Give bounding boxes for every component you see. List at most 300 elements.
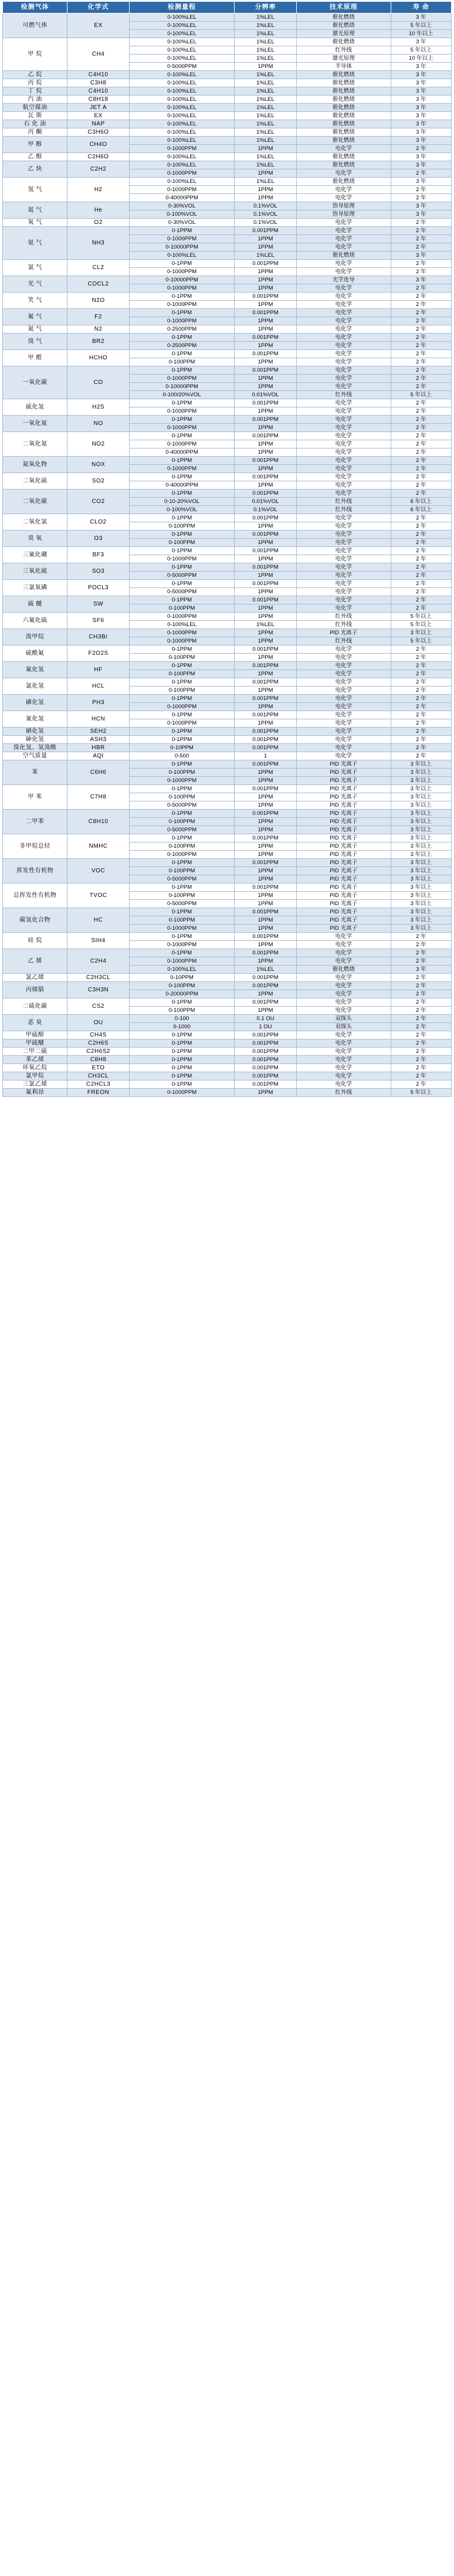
cell-life: 2 年 (391, 194, 451, 202)
cell-formula: H2S (67, 399, 130, 416)
cell-gas-name: 三氧化硫 (3, 563, 67, 580)
table-row (3, 596, 452, 604)
cell-life: 3 年 (391, 104, 451, 112)
cell-formula: EX (67, 112, 130, 120)
cell-resolution: 0.001PPM (235, 547, 297, 555)
cell-resolution: 1PPM (235, 777, 297, 785)
table-row (3, 834, 452, 842)
cell-life: 3 年以上 (391, 777, 451, 785)
cell-resolution: 1%LEL (235, 30, 297, 38)
cell-life: 3 年以上 (391, 859, 451, 867)
cell-life: 2 年 (391, 309, 451, 317)
cell-range: 0-100PPM (129, 654, 234, 662)
cell-resolution: 1PPM (235, 383, 297, 391)
cell-range: 0-1PPM (129, 334, 234, 342)
cell-gas-name: 二氧化硫 (3, 473, 67, 490)
cell-range: 0-100%LEL (129, 104, 234, 112)
cell-range: 0-1PPM (129, 1031, 234, 1039)
cell-resolution: 0.001PPM (235, 531, 297, 539)
cell-technology: 催化燃烧 (296, 178, 391, 186)
cell-range: 0-100%LEL (129, 38, 234, 46)
cell-life: 2 年 (391, 547, 451, 555)
cell-resolution: 1PPM (235, 990, 297, 998)
cell-resolution: 0.1 OU (235, 1015, 297, 1023)
cell-resolution: 0.001PPM (235, 334, 297, 342)
cell-life: 2 年 (391, 465, 451, 473)
cell-formula: CH3Br (67, 629, 130, 645)
cell-life: 3 年以上 (391, 916, 451, 925)
cell-resolution: 1PPM (235, 522, 297, 531)
cell-life: 3 年以上 (391, 900, 451, 908)
cell-life: 2 年 (391, 522, 451, 531)
cell-life: 5 年以上 (391, 613, 451, 621)
cell-resolution: 0.001PPM (235, 949, 297, 957)
cell-range: 0-100%LEL (129, 153, 234, 161)
cell-resolution: 1%LEL (235, 13, 297, 22)
cell-range: 0-100PPM (129, 1007, 234, 1015)
cell-technology: 电化学 (296, 949, 391, 957)
cell-technology: 电化学 (296, 186, 391, 194)
table-row (3, 457, 452, 465)
cell-life: 3 年以上 (391, 875, 451, 883)
cell-technology: 电化学 (296, 604, 391, 613)
cell-range: 0-1PPM (129, 1072, 234, 1080)
cell-resolution: 0.001PPM (235, 473, 297, 481)
table-row (3, 104, 452, 112)
cell-range: 0-1000PPM (129, 777, 234, 785)
cell-life: 2 年 (391, 1072, 451, 1080)
cell-range: 0-1PPM (129, 883, 234, 892)
cell-gas-name: 挥发性有机物 (3, 859, 67, 883)
table-body (3, 13, 452, 1097)
cell-range: 0-1PPM (129, 580, 234, 588)
cell-technology: 电化学 (296, 481, 391, 490)
cell-technology: 电化学 (296, 325, 391, 334)
cell-gas-name: 笑 气 (3, 293, 67, 309)
cell-technology: 电化学 (296, 687, 391, 695)
cell-gas-name: 氯乙烯 (3, 974, 67, 982)
cell-resolution: 1PPM (235, 539, 297, 547)
cell-range: 0-1PPM (129, 1039, 234, 1048)
cell-technology: 催化燃烧 (296, 966, 391, 974)
cell-gas-name: 三氯乙烯 (3, 1080, 67, 1089)
cell-life: 2 年 (391, 169, 451, 178)
cell-technology: 电化学 (296, 555, 391, 563)
cell-formula: HCHO (67, 350, 130, 366)
cell-life: 3 年以上 (391, 793, 451, 801)
cell-technology: 双探头 (296, 1023, 391, 1031)
cell-range: 0-1PPM (129, 547, 234, 555)
cell-life: 3 年以上 (391, 925, 451, 933)
cell-gas-name: 甲硫醇 (3, 1031, 67, 1039)
cell-technology: 电化学 (296, 957, 391, 966)
cell-life: 3 年以上 (391, 892, 451, 900)
cell-resolution: 1PPM (235, 588, 297, 596)
cell-life: 2 年 (391, 654, 451, 662)
table-row (3, 38, 452, 46)
cell-technology: 电化学 (296, 719, 391, 728)
cell-technology: PID 光离子 (296, 629, 391, 637)
cell-resolution: 1PPM (235, 572, 297, 580)
cell-life: 3 年以上 (391, 834, 451, 842)
cell-gas-name: 恶 臭 (3, 1015, 67, 1031)
cell-gas-name: 砷化氢 (3, 736, 67, 744)
cell-technology: 电化学 (296, 736, 391, 744)
cell-gas-name: 丁 烷 (3, 87, 67, 96)
cell-resolution: 1%LEL (235, 153, 297, 161)
cell-range: 0-1PPM (129, 949, 234, 957)
cell-range: 0-500 (129, 752, 234, 760)
table-row (3, 79, 452, 87)
cell-technology: 电化学 (296, 547, 391, 555)
table-row (3, 416, 452, 424)
cell-range: 0-100PPM (129, 769, 234, 777)
cell-life: 3 年 (391, 966, 451, 974)
cell-life: 2 年 (391, 416, 451, 424)
cell-formula: AQI (67, 752, 130, 760)
cell-range: 0-1000PPM (129, 440, 234, 448)
cell-formula: HBR (67, 744, 130, 752)
table-row (3, 563, 452, 572)
cell-gas-name: 甲 烷 (3, 38, 67, 71)
cell-range: 0-1PPM (129, 350, 234, 358)
cell-resolution: 0.001PPM (235, 785, 297, 793)
cell-life: 2 年 (391, 670, 451, 678)
cell-range: 0-100%LEL (129, 112, 234, 120)
cell-range: 0-100%LEL (129, 13, 234, 22)
cell-resolution: 0.001PPM (235, 1031, 297, 1039)
cell-life: 2 年 (391, 736, 451, 744)
cell-life: 2 年 (391, 596, 451, 604)
cell-range: 0-1PPM (129, 309, 234, 317)
cell-range: 0-100%LEL (129, 252, 234, 260)
cell-technology: 电化学 (296, 268, 391, 276)
cell-life: 6 年以上 (391, 498, 451, 506)
cell-life: 3 年以上 (391, 842, 451, 851)
cell-resolution: 0.001PPM (235, 908, 297, 916)
cell-resolution: 1%LEL (235, 112, 297, 120)
cell-technology: 红外线 (296, 506, 391, 514)
cell-formula: C7H8 (67, 785, 130, 810)
cell-range: 0-100%LEL (129, 79, 234, 87)
table-row (3, 399, 452, 407)
cell-resolution: 1PPM (235, 1089, 297, 1097)
cell-range: 0-1PPM (129, 473, 234, 481)
cell-range: 0-1PPM (129, 728, 234, 736)
cell-resolution: 0.001PPM (235, 1064, 297, 1072)
cell-range: 0-5000PPM (129, 826, 234, 834)
cell-technology: PID 光离子 (296, 892, 391, 900)
cell-gas-name: 溴 气 (3, 334, 67, 350)
cell-life: 3 年以上 (391, 801, 451, 810)
cell-life: 3 年 (391, 79, 451, 87)
cell-technology: 催化燃烧 (296, 87, 391, 96)
cell-range: 0-1000PPM (129, 851, 234, 859)
cell-resolution: 0.001PPM (235, 416, 297, 424)
cell-formula: C8H10 (67, 810, 130, 834)
cell-range: 0-1PPM (129, 1080, 234, 1089)
cell-technology: 电化学 (296, 678, 391, 687)
cell-resolution: 0.01%VOL (235, 498, 297, 506)
cell-technology: 电化学 (296, 432, 391, 440)
cell-range: 0-100%LEL (129, 161, 234, 169)
cell-technology: 电化学 (296, 350, 391, 358)
cell-technology: PID 光离子 (296, 859, 391, 867)
cell-technology: 电化学 (296, 752, 391, 760)
cell-resolution: 0.001PPM (235, 350, 297, 358)
cell-resolution: 1%LEL (235, 252, 297, 260)
cell-formula: FREON (67, 1089, 130, 1097)
cell-resolution: 0.001PPM (235, 834, 297, 842)
cell-technology: 电化学 (296, 941, 391, 949)
cell-gas-name: 碳氢化合物 (3, 908, 67, 933)
cell-technology: PID 光离子 (296, 851, 391, 859)
cell-life: 3 年以上 (391, 769, 451, 777)
cell-formula: F2O2S (67, 645, 130, 662)
cell-resolution: 1PPM (235, 317, 297, 325)
cell-range: 0-10000PPM (129, 276, 234, 284)
cell-resolution: 0.001PPM (235, 662, 297, 670)
cell-life: 2 年 (391, 990, 451, 998)
cell-resolution: 1PPM (235, 301, 297, 309)
cell-technology: 电化学 (296, 301, 391, 309)
cell-gas-name: 氟利昂 (3, 1089, 67, 1097)
table-row (3, 933, 452, 941)
cell-formula: SO3 (67, 563, 130, 580)
cell-resolution: 1%LEL (235, 38, 297, 46)
cell-formula: CO (67, 366, 130, 399)
cell-gas-name: 丙烯腈 (3, 982, 67, 998)
table-row (3, 293, 452, 301)
cell-resolution: 1PPM (235, 243, 297, 252)
cell-life: 10 年以上 (391, 30, 451, 38)
cell-technology: 电化学 (296, 309, 391, 317)
cell-range: 0-1PPM (129, 399, 234, 407)
cell-range: 0-1PPM (129, 645, 234, 654)
cell-formula: JET A (67, 104, 130, 112)
cell-range: 0-1PPM (129, 1056, 234, 1064)
cell-resolution: 1PPM (235, 194, 297, 202)
cell-range: 0-10PPM (129, 744, 234, 752)
cell-range: 0-10000PPM (129, 383, 234, 391)
cell-technology: PID 光离子 (296, 777, 391, 785)
cell-life: 3 年以上 (391, 818, 451, 826)
cell-formula: NO2 (67, 432, 130, 457)
cell-resolution: 1PPM (235, 465, 297, 473)
cell-gas-name: 六氟化硫 (3, 613, 67, 629)
cell-technology: 电化学 (296, 539, 391, 547)
cell-life: 6 年以上 (391, 506, 451, 514)
cell-resolution: 0.001PPM (235, 728, 297, 736)
cell-range: 0-1PPM (129, 531, 234, 539)
cell-resolution: 0.001PPM (235, 580, 297, 588)
cell-life: 2 年 (391, 145, 451, 153)
cell-formula: NH3 (67, 227, 130, 260)
cell-gas-name: 氮 气 (3, 325, 67, 334)
cell-resolution: 1PPM (235, 424, 297, 432)
cell-resolution: 1%LEL (235, 104, 297, 112)
cell-formula: SEH2 (67, 728, 130, 736)
cell-technology: 电化学 (296, 572, 391, 580)
cell-formula: C6H6 (67, 760, 130, 785)
cell-technology: 电化学 (296, 490, 391, 498)
cell-resolution: 1PPM (235, 325, 297, 334)
cell-life: 2 年 (391, 974, 451, 982)
cell-range: 0-1000PPM (129, 407, 234, 416)
cell-technology: PID 光离子 (296, 769, 391, 777)
cell-resolution: 0.001PPM (235, 293, 297, 301)
cell-resolution: 1PPM (235, 703, 297, 711)
table-row (3, 227, 452, 235)
cell-gas-name: 丙 酮 (3, 128, 67, 137)
cell-life: 2 年 (391, 317, 451, 325)
cell-gas-name: 乙 烷 (3, 71, 67, 79)
cell-resolution: 1PPM (235, 145, 297, 153)
table-row (3, 202, 452, 210)
cell-technology: PID 光离子 (296, 908, 391, 916)
cell-life: 2 年 (391, 342, 451, 350)
cell-resolution: 1%LEL (235, 46, 297, 55)
cell-technology: 红外线 (296, 1089, 391, 1097)
cell-resolution: 1PPM (235, 169, 297, 178)
cell-resolution: 1PPM (235, 555, 297, 563)
table-row (3, 96, 452, 104)
table-row (3, 473, 452, 481)
cell-formula: VOC (67, 859, 130, 883)
cell-technology: PID 光离子 (296, 760, 391, 769)
table-row (3, 309, 452, 317)
cell-formula: HCL (67, 678, 130, 695)
cell-resolution: 1%LEL (235, 79, 297, 87)
table-row (3, 137, 452, 145)
cell-formula: C2HCL3 (67, 1080, 130, 1089)
cell-life: 2 年 (391, 358, 451, 366)
cell-resolution: 1%LEL (235, 966, 297, 974)
cell-resolution: 1PPM (235, 925, 297, 933)
header-formula: 化学式 (67, 2, 130, 13)
cell-technology: 电化学 (296, 145, 391, 153)
table-row (3, 490, 452, 498)
cell-gas-name: 硫酰氟 (3, 645, 67, 662)
cell-technology: 电化学 (296, 194, 391, 202)
table-row (3, 276, 452, 284)
cell-resolution: 1PPM (235, 875, 297, 883)
cell-formula: SO2 (67, 473, 130, 490)
cell-formula: TVOC (67, 883, 130, 908)
cell-gas-name: 总挥发性有机物 (3, 883, 67, 908)
cell-formula: He (67, 202, 130, 219)
cell-life: 3 年 (391, 38, 451, 46)
cell-technology: 催化燃烧 (296, 96, 391, 104)
cell-technology: 催化燃烧 (296, 153, 391, 161)
cell-range: 0-1PPM (129, 457, 234, 465)
cell-gas-name: 一氧化碳 (3, 366, 67, 399)
cell-technology: 催化燃烧 (296, 22, 391, 30)
cell-technology: 电化学 (296, 317, 391, 325)
cell-technology: 电化学 (296, 375, 391, 383)
cell-technology: 激光原理 (296, 30, 391, 38)
table-row (3, 1080, 452, 1089)
cell-gas-name: 硒化氢 (3, 728, 67, 736)
cell-resolution: 1PPM (235, 235, 297, 243)
cell-range: 0-1PPM (129, 366, 234, 375)
cell-range: 0-1000PPM (129, 1089, 234, 1097)
cell-technology: 电化学 (296, 293, 391, 301)
cell-resolution: 1%LEL (235, 55, 297, 63)
cell-technology: 电化学 (296, 670, 391, 678)
cell-gas-name: 磷化氢 (3, 695, 67, 711)
table-row (3, 974, 452, 982)
cell-resolution: 1PPM (235, 440, 297, 448)
cell-resolution: 0.001PPM (235, 933, 297, 941)
header-gas: 检测气体 (3, 2, 67, 13)
table-row (3, 1039, 452, 1048)
cell-range: 0-100%LEL (129, 46, 234, 55)
cell-life: 2 年 (391, 1080, 451, 1089)
cell-life: 3 年以上 (391, 629, 451, 637)
cell-life: 2 年 (391, 399, 451, 407)
cell-resolution: 1PPM (235, 613, 297, 621)
cell-resolution: 0.001PPM (235, 260, 297, 268)
table-row (3, 178, 452, 186)
cell-formula: N2 (67, 325, 130, 334)
gas-sensor-spec-sheet (0, 1, 454, 1097)
cell-life: 2 年 (391, 982, 451, 990)
cell-technology: 热导原理 (296, 202, 391, 210)
cell-gas-name: 硫 醚 (3, 596, 67, 613)
cell-life: 2 年 (391, 645, 451, 654)
cell-life: 2 年 (391, 301, 451, 309)
cell-life: 2 年 (391, 448, 451, 457)
cell-technology: 电化学 (296, 448, 391, 457)
cell-range: 0-1000PPM (129, 375, 234, 383)
cell-range: 0-1000PPM (129, 925, 234, 933)
cell-technology: 电化学 (296, 522, 391, 531)
cell-gas-name: 甲 醛 (3, 350, 67, 366)
cell-life: 3 年 (391, 252, 451, 260)
cell-technology: 电化学 (296, 1039, 391, 1048)
cell-resolution: 0.001PPM (235, 982, 297, 990)
cell-range: 0-5000PPM (129, 572, 234, 580)
cell-technology: 激光原理 (296, 55, 391, 63)
cell-technology: 催化燃烧 (296, 252, 391, 260)
cell-resolution: 1PPM (235, 407, 297, 416)
cell-formula: CS2 (67, 998, 130, 1015)
cell-resolution: 1%LEL (235, 137, 297, 145)
cell-life: 3 年 (391, 112, 451, 120)
cell-range: 0-100PPM (129, 358, 234, 366)
cell-technology: 催化燃烧 (296, 38, 391, 46)
cell-gas-name: 乙 烯 (3, 949, 67, 974)
cell-resolution: 1PPM (235, 342, 297, 350)
cell-range: 0-1PPM (129, 432, 234, 440)
cell-technology: 电化学 (296, 744, 391, 752)
cell-technology: 电化学 (296, 1007, 391, 1015)
cell-resolution: 1%LEL (235, 178, 297, 186)
cell-range: 0-100%LEL (129, 137, 234, 145)
cell-resolution: 0.001PPM (235, 711, 297, 719)
cell-technology: 光学连导 (296, 276, 391, 284)
cell-range: 0-1PPM (129, 514, 234, 522)
cell-gas-name: 氯 气 (3, 260, 67, 276)
cell-life: 2 年 (391, 260, 451, 268)
cell-resolution: 0.001PPM (235, 227, 297, 235)
cell-formula: NOX (67, 457, 130, 473)
cell-technology: 电化学 (296, 596, 391, 604)
cell-range: 0-1PPM (129, 416, 234, 424)
cell-life: 2 年 (391, 744, 451, 752)
cell-formula: NAP (67, 120, 130, 128)
